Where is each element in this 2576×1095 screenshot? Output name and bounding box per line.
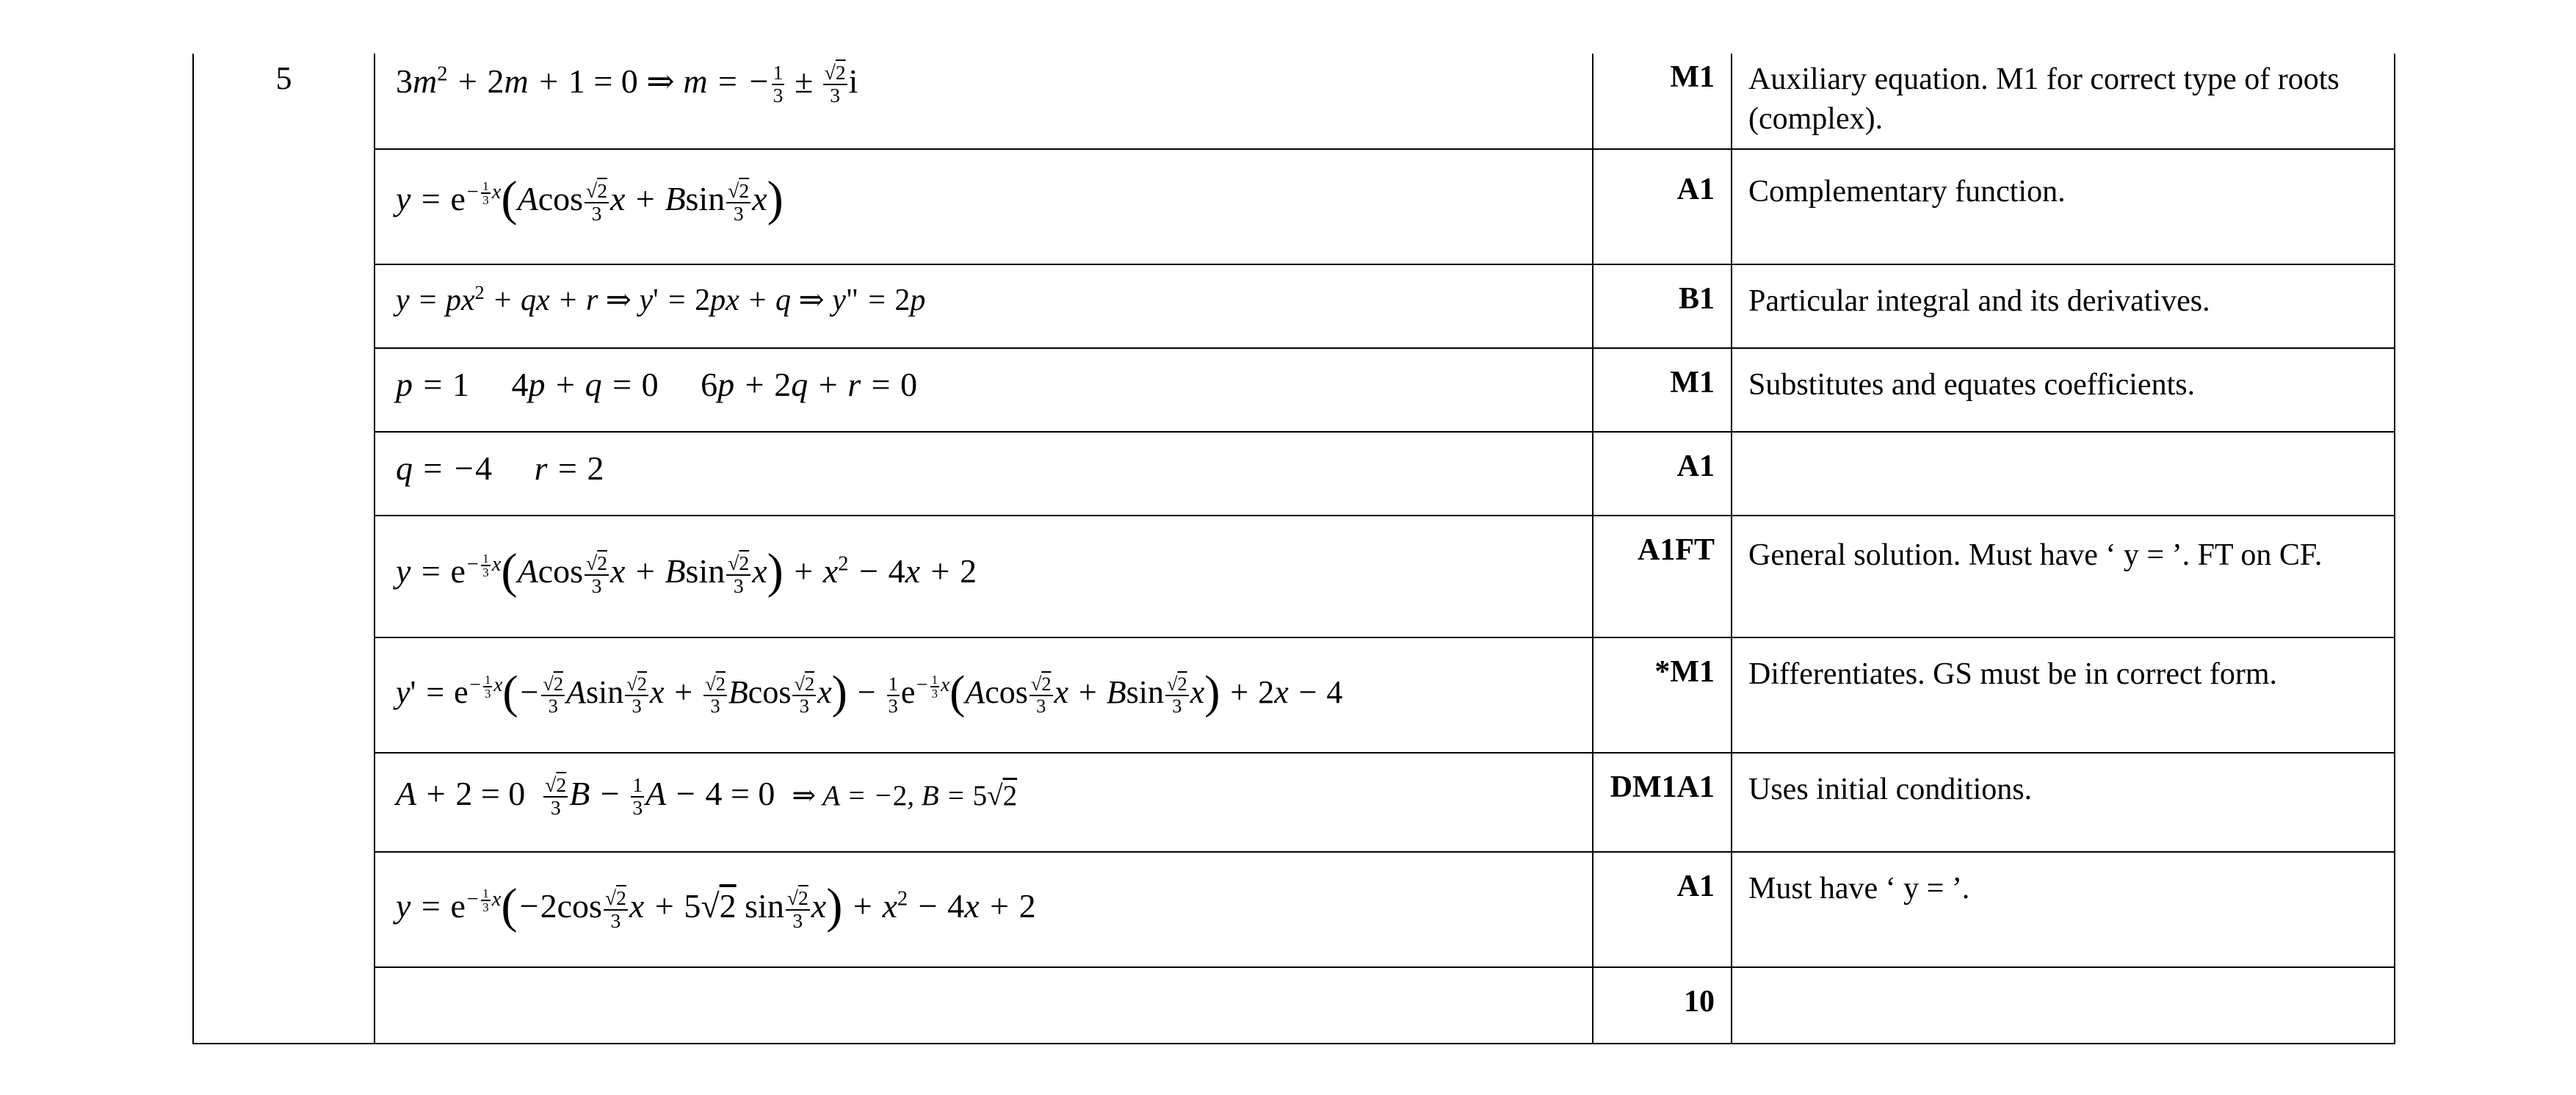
working-cell: [375, 264, 1593, 348]
working-cell: [375, 852, 1593, 967]
mark-cell: A1: [1593, 432, 1732, 516]
note-cell: [1732, 432, 2395, 516]
working-cell: [375, 637, 1593, 753]
working-cell: [375, 54, 1593, 149]
note-cell: Uses initial conditions.: [1732, 753, 2395, 852]
mark-cell: *M1: [1593, 637, 1732, 753]
table-row: [193, 753, 2395, 852]
mark-cell: A1: [1593, 852, 1732, 967]
table-row: [193, 149, 2395, 264]
mark-cell: B1: [1593, 264, 1732, 348]
table-row: [193, 852, 2395, 967]
working-text: $y = e^{- \frac{1}{3} x}(Acos$ $\frac{√2}{3}$ x + Bsin $\frac{√2}{3}$ x): [396, 173, 784, 226]
note-cell: Auxiliary equation. M1 for correct type of roots (complex).: [1732, 54, 2395, 149]
mark-cell: A1: [1593, 149, 1732, 264]
question-number: 5: [193, 54, 375, 1044]
working-cell: [375, 149, 1593, 264]
table-row: [193, 516, 2395, 637]
working-text: q = −4 r = 2: [396, 449, 604, 487]
table-row: [193, 967, 2395, 1044]
mark-cell: M1: [1593, 54, 1732, 149]
note-cell: Substitutes and equates coefficients.: [1732, 348, 2395, 432]
mark-cell: M1: [1593, 348, 1732, 432]
working-cell: [375, 753, 1593, 852]
total-mark-cell: 10: [1593, 967, 1732, 1044]
table-row: [193, 637, 2395, 753]
table-row: [193, 348, 2395, 432]
working-text: p = 1 4p + q = 0 6p + 2q + r = 0: [396, 366, 918, 403]
working-text: $y = e^{- \frac{1}{3} x}(-2\cos$ $\frac{√2}{3}$ x + 5√2 sin $\frac{√2}{3}$ $x) + x^2 - 4x + 2$: [396, 880, 1036, 933]
working-cell: [375, 432, 1593, 516]
working-cell: [375, 516, 1593, 637]
working-cell: [375, 967, 1593, 1044]
mark-scheme-table: [192, 54, 2395, 1044]
working-text: $y = px^2$ + qx + r ⇒ y' = 2px + q ⇒ y" = 2p: [396, 282, 926, 317]
note-cell: [1732, 967, 2395, 1044]
table-row: [193, 432, 2395, 516]
note-cell: Particular integral and its derivatives.: [1732, 264, 2395, 348]
note-cell: Complementary function.: [1732, 149, 2395, 264]
working-text: $y' = e^{- \frac{1}{3} x}(-$ $\frac{√2}{3}$ Asin $\frac{√2}{3}$ x + $\frac{√2}{3}$ Bcos $\frac{√2}{3}$ x) − $\frac{1}{3}$ $e^{- \frac{1}{3} x}(Acos$ $\frac{√2}{3}$ x + Bsin $\frac{√2}{3}$ x) + 2x − 4: [396, 665, 1343, 718]
note-cell: Differentiates. GS must be in correct form.: [1732, 637, 2395, 753]
mark-cell: A1FT: [1593, 516, 1732, 637]
note-cell: Must have ‘ y = ’.: [1732, 852, 2395, 967]
mark-cell: DM1A1: [1593, 753, 1732, 852]
table-row: [193, 54, 2395, 149]
note-cell: General solution. Must have ‘ y = ’. FT on CF.: [1732, 516, 2395, 637]
working-text: A + 2 = 0 $\frac{√2}{3}$ B − $\frac{1}{3}$ A − 4 = 0 ⇒ A = −2, B = 5√2: [396, 773, 1018, 820]
working-cell: [375, 348, 1593, 432]
table-row: [193, 264, 2395, 348]
working-text: $y = e^{- \frac{1}{3} x}(Acos$ $\frac{√2}{3}$ x + Bsin $\frac{√2}{3}$ $x) + x^2 - 4x + 2$: [396, 545, 977, 599]
working-text: $3m^2 + 2m + 1 = 0$ ⇒ m = − $\frac{1}{3}$ ± $\frac{√2}{3}$ i: [396, 61, 858, 107]
